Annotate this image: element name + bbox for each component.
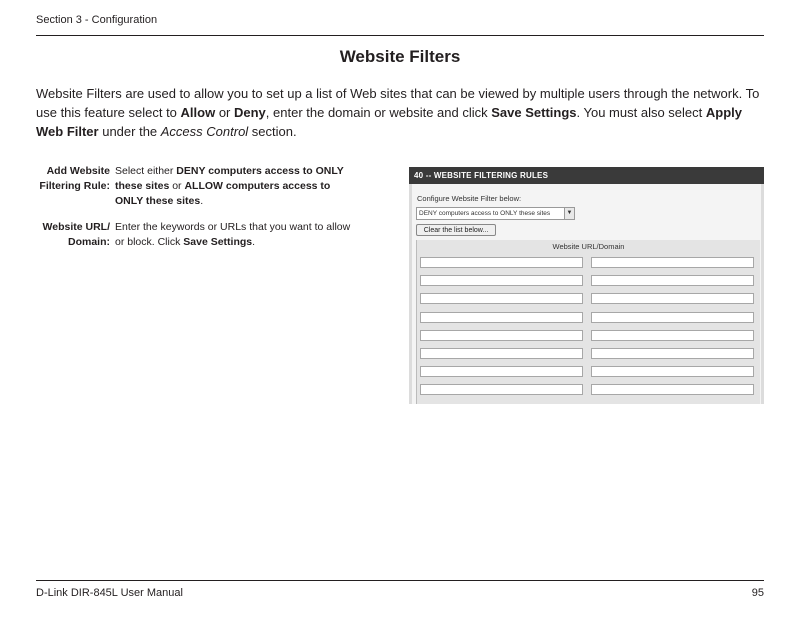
definition-add-website-filtering-rule: Select either DENY computers access to ONLY these sites or ALLOW computers access to ONLY these sites. (115, 165, 344, 207)
url-domain-input[interactable] (420, 330, 583, 341)
url-domain-input[interactable] (420, 257, 583, 268)
configure-filter-label: Configure Website Filter below: (417, 194, 522, 203)
url-domain-column-header: Website URL/Domain (552, 242, 625, 251)
url-domain-input[interactable] (420, 275, 583, 286)
url-domain-input[interactable] (591, 366, 754, 377)
url-domain-input[interactable] (420, 293, 583, 304)
website-filtering-rules-panel (409, 167, 764, 404)
access-control-term: Access Control (160, 124, 249, 139)
page-title: Website Filters (339, 47, 461, 66)
save-settings-term: Save Settings (491, 105, 577, 120)
url-domain-input[interactable] (591, 275, 754, 286)
url-domain-input[interactable] (591, 330, 754, 341)
url-domain-input[interactable] (420, 312, 583, 323)
term-website-url-domain: Website URL/ Domain: (42, 221, 110, 248)
url-domain-input[interactable] (420, 348, 583, 359)
url-domain-input[interactable] (591, 312, 754, 323)
url-domain-table (416, 240, 760, 404)
manual-title: D-Link DIR-845L User Manual (36, 587, 183, 599)
footer-divider (36, 580, 764, 581)
apply-web-filter-term: Apply Web Filter (36, 105, 742, 139)
clear-list-button[interactable]: Clear the list below... (416, 224, 496, 236)
panel-header: 40 -- WEBSITE FILTERING RULES (409, 167, 764, 184)
url-domain-input[interactable] (591, 384, 754, 395)
url-domain-input[interactable] (591, 257, 754, 268)
definition-website-url-domain: Enter the keywords or URLs that you want to allow or block. Click Save Settings. (115, 221, 351, 248)
section-header: Section 3 - Configuration (36, 14, 158, 26)
url-domain-input[interactable] (420, 366, 583, 377)
header-divider (36, 35, 764, 36)
allow-term: Allow (180, 105, 216, 120)
page-number: 95 (751, 587, 764, 599)
url-domain-input[interactable] (591, 293, 754, 304)
url-domain-input[interactable] (420, 384, 583, 395)
chevron-down-icon[interactable]: ▼ (564, 208, 574, 219)
url-domain-input[interactable] (591, 348, 754, 359)
term-add-website-filtering-rule: Add Website Filtering Rule: (39, 165, 110, 192)
filter-mode-select[interactable]: DENY computers access to ONLY these sites ▼ (416, 207, 575, 220)
intro-paragraph: Website Filters are used to allow you to set up a list of Web sites that can be viewed by multiple users through the network. To use this feature select to Allow or Deny, enter the domain or website and click Save Settings. You must also select Apply Web Filter under the Access Control section. (36, 86, 760, 139)
deny-term: Deny (234, 105, 266, 120)
panel-body (412, 184, 761, 404)
